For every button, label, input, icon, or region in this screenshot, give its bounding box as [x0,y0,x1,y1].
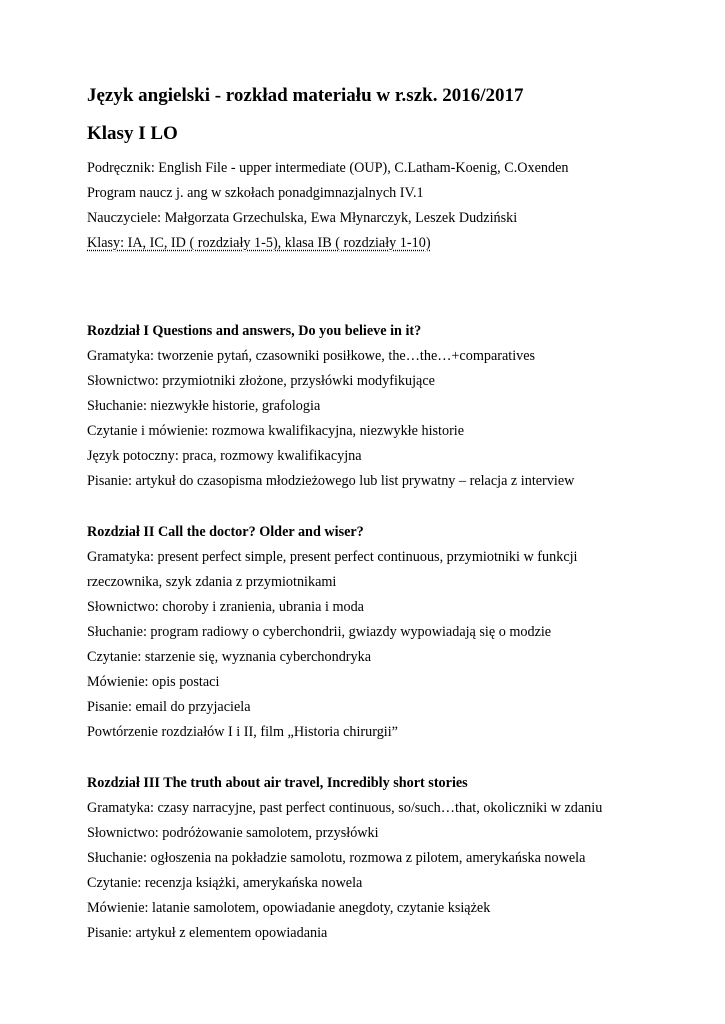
section-heading: Rozdział III The truth about air travel, Incredibly short stories [87,775,468,791]
document-meta [87,156,687,256]
section-line: Mówienie: latanie samolotem, opowiadanie anegdoty, czytanie książek [87,900,491,916]
section-line: Czytanie: starzenie się, wyznania cyberchondryka [87,649,372,665]
section-line: Pisanie: email do przyjaciela [87,699,251,715]
section-line: Język potoczny: praca, rozmowy kwalifikacyjna [87,448,362,464]
document-subtitle: Klasy I LO [87,123,178,144]
section-line: Słuchanie: niezwykłe historie, grafologia [87,398,321,414]
section-line: Mówienie: opis postaci [87,674,220,690]
document-page [87,84,687,946]
section-chapter-3 [87,771,687,946]
section-line: Słownictwo: choroby i zranienia, ubrania i moda [87,599,364,615]
section-heading: Rozdział II Call the doctor? Older and wiser? [87,524,364,540]
section-line: Słownictwo: przymiotniki złożone, przysłówki modyfikujące [87,373,435,389]
textbook-line: Podręcznik: English File - upper intermediate (OUP), C.Latham-Koenig, C.Oxenden [87,160,569,176]
section-line: Pisanie: artykuł z elementem opowiadania [87,925,328,941]
section-line: Pisanie: artykuł do czasopisma młodzieżowego lub list prywatny – relacja z interview [87,473,575,489]
program-line: Program naucz j. ang w szkołach ponadgimnazjalnych IV.1 [87,185,424,201]
section-line: Gramatyka: present perfect simple, present perfect continuous, przymiotniki w funkcji [87,549,578,565]
section-line: Gramatyka: tworzenie pytań, czasowniki posiłkowe, the…the…+comparatives [87,348,536,364]
section-line: rzeczownika, szyk zdania z przymiotnikami [87,574,337,590]
section-heading: Rozdział I Questions and answers, Do you believe in it? [87,323,422,339]
teachers-line: Nauczyciele: Małgorzata Grzechulska, Ewa Młynarczyk, Leszek Dudziński [87,210,518,226]
section-line: Słuchanie: ogłoszenia na pokładzie samolotu, rozmowa z pilotem, amerykańska nowela [87,850,586,866]
section-line: Czytanie i mówienie: rozmowa kwalifikacyjna, niezwykłe historie [87,423,465,439]
document-title: Język angielski - rozkład materiału w r.szk. 2016/2017 [87,85,524,106]
section-line: Słuchanie: program radiowy o cyberchondrii, gwiazdy wypowiadają się o modzie [87,624,552,640]
section-line: Słownictwo: podróżowanie samolotem, przysłówki [87,825,379,841]
classes-line: Klasy: IA, IC, ID ( rozdziały 1-5), klasa IB ( rozdziały 1-10) [87,235,431,251]
section-chapter-1 [87,319,687,494]
section-line: Powtórzenie rozdziałów I i II, film „Historia chirurgii” [87,724,398,740]
section-line: Gramatyka: czasy narracyjne, past perfect continuous, so/such…that, okoliczniki w zdaniu [87,800,603,816]
section-line: Czytanie: recenzja książki, amerykańska nowela [87,875,363,891]
section-chapter-2 [87,520,687,745]
